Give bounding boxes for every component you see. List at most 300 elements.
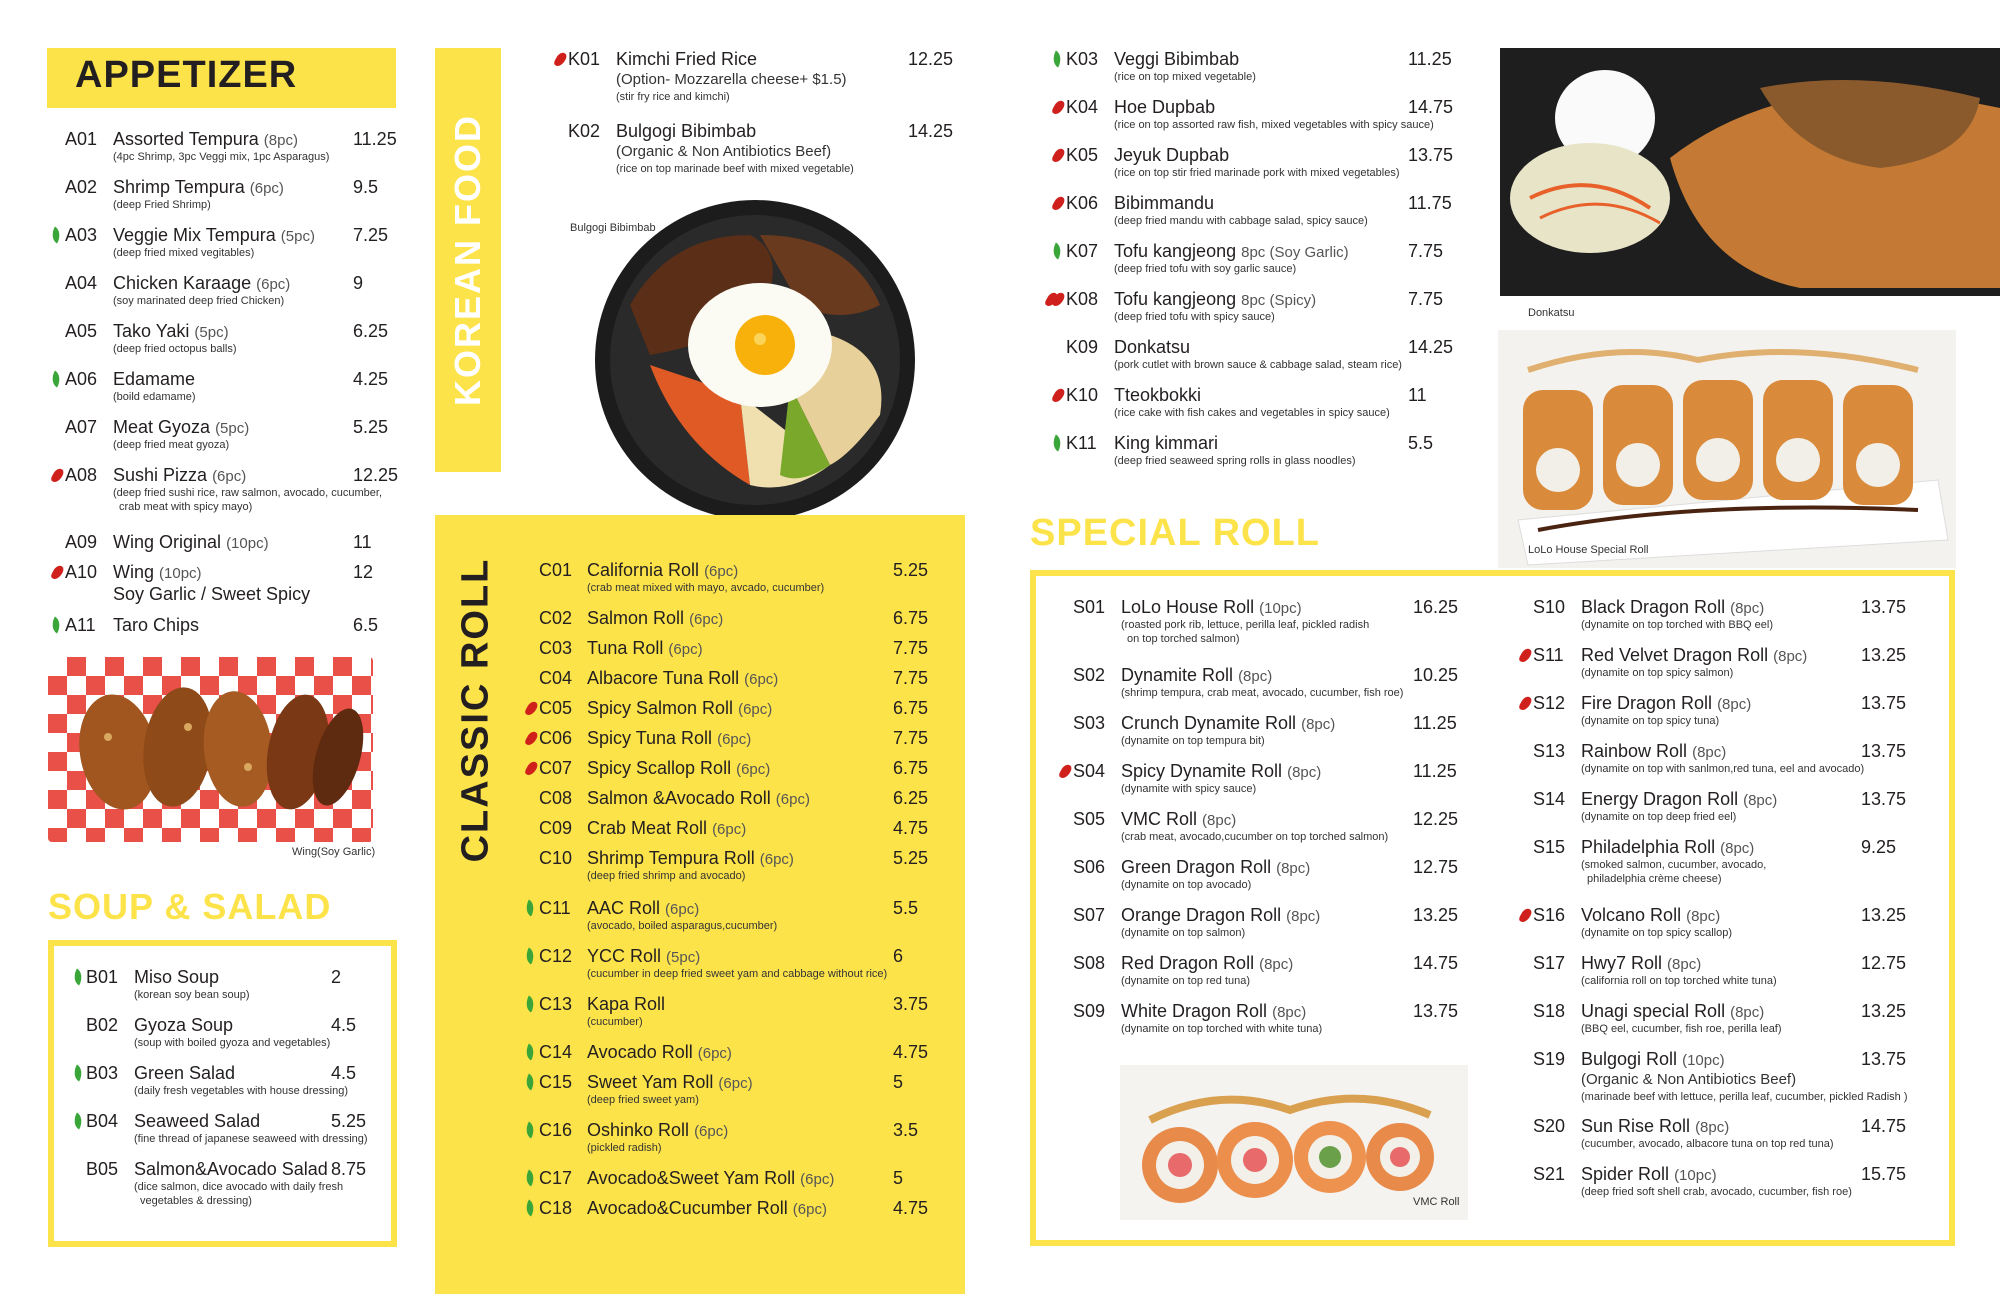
item-portion: (5pc): [194, 324, 229, 341]
item-description: (deep fried octopus balls): [113, 343, 237, 355]
item-portion: (6pc): [249, 180, 284, 197]
item-code: A08: [65, 465, 98, 485]
special-roll-item: [1533, 1164, 1921, 1198]
item-price: 12.25: [353, 465, 399, 485]
item-code: K06: [1066, 193, 1099, 213]
item-name: [113, 369, 195, 390]
item-name-text: Hoe Dupbab: [1114, 97, 1216, 117]
item-portion: (6pc): [759, 851, 794, 868]
item-code: C13: [539, 994, 573, 1014]
item-price: 6.75: [893, 608, 929, 628]
special-roll-item: [1073, 905, 1473, 939]
item-code: C18: [539, 1198, 573, 1218]
classic-roll-item: [539, 668, 953, 698]
item-name-text: Avocado&Cucumber Roll: [587, 1198, 788, 1218]
item-code: A11: [65, 615, 96, 635]
spicy-chili-icon: [1048, 193, 1068, 213]
item-price: 15.75: [1861, 1164, 1907, 1184]
item-code: A05: [65, 321, 98, 341]
item-code: A01: [65, 129, 98, 149]
korean-food-heading: KOREAN FOOD: [447, 114, 488, 406]
item-description: (deep fried tofu with soy garlic sauce): [1114, 263, 1297, 275]
item-name-text: Veggie Mix Tempura: [113, 225, 276, 245]
item-description: (rice on top marinade beef with mixed vegetable): [616, 163, 854, 175]
item-portion: (6pc): [775, 791, 810, 808]
item-portion: (8pc): [1272, 1004, 1307, 1021]
leaf-shape: [522, 947, 537, 964]
wing-photo: [48, 657, 373, 842]
classic-roll-item: [539, 1168, 953, 1198]
chili-shape: [1518, 907, 1533, 924]
classic-roll-item: [539, 946, 953, 980]
item-flavors: Soy Garlic / Sweet Spicy: [113, 584, 311, 604]
korean-food-item: [1066, 241, 1468, 275]
special-roll-item: [1073, 665, 1473, 699]
item-portion: (6pc): [212, 468, 247, 485]
item-code: S12: [1533, 693, 1566, 713]
spicy-chili-icon: [1515, 645, 1535, 665]
item-code: C12: [539, 946, 573, 966]
item-code: S10: [1533, 597, 1566, 617]
item-name: [587, 1072, 753, 1093]
item-name: [1581, 693, 1751, 714]
leaf-shape: [522, 1169, 537, 1186]
korean-food-item: [568, 121, 968, 175]
item-description: (BBQ eel, cucumber, fish roe, perilla leaf): [1581, 1023, 1782, 1035]
vegetarian-leaf-icon: [47, 369, 67, 389]
special-roll-item: [1073, 857, 1473, 891]
leaf-shape: [70, 1112, 85, 1129]
item-price: 5.25: [893, 560, 929, 580]
item-name-text: Tofu kangjeong: [1114, 289, 1237, 309]
item-description: (crab meat, avocado,cucumber on top torched salmon): [1121, 831, 1389, 843]
leaf-shape: [522, 899, 537, 916]
item-price: 13.75: [1861, 1049, 1907, 1069]
item-name: [616, 121, 756, 142]
special-roll-item: [1533, 837, 1921, 885]
item-name-text: Salmon&Avocado Salad: [134, 1159, 328, 1179]
item-portion: (8pc): [1692, 744, 1727, 761]
item-description: (deep fried sushi rice, raw salmon, avocado, cucumber,: [113, 487, 383, 499]
item-code: C01: [539, 560, 573, 580]
item-name: [1581, 1164, 1717, 1185]
item-description: (dynamite on top avocado): [1121, 879, 1252, 891]
item-portion: (8pc): [1276, 860, 1311, 877]
donkatsu-caption: Donkatsu: [1528, 307, 1575, 319]
extra-spicy-chili-icon: [1048, 289, 1068, 309]
item-price: 6.75: [893, 758, 929, 778]
leaf-shape: [1049, 242, 1064, 259]
item-description: (dice salmon, dice avocado with daily fresh: [134, 1181, 344, 1193]
item-name-text: Jeyuk Dupbab: [1114, 145, 1230, 165]
item-description-line2: vegetables & dressing): [140, 1195, 252, 1207]
korean-food-item: [1066, 97, 1468, 131]
special-roll-item: [1073, 713, 1473, 747]
item-description: (soy marinated deep fried Chicken): [113, 295, 285, 307]
item-name-text: Kimchi Fried Rice: [616, 49, 758, 69]
korean-food-item: [568, 49, 968, 103]
item-description-line2: crab meat with spicy mayo): [119, 501, 253, 513]
item-name-text: VMC Roll: [1121, 809, 1198, 829]
item-price: 13.25: [1861, 905, 1907, 925]
item-price: 6.25: [353, 321, 389, 341]
item-code: K03: [1066, 49, 1099, 69]
leaf-shape: [48, 370, 63, 387]
item-name: [1121, 761, 1321, 782]
item-price: 14.75: [1861, 1116, 1907, 1136]
item-description: (pork cutlet with brown sauce & cabbage salad, steam rice): [1114, 359, 1402, 371]
item-name: [1121, 1001, 1306, 1022]
vmc-roll-caption: VMC Roll: [1413, 1196, 1460, 1208]
chili-shape: [50, 564, 65, 581]
item-code: S14: [1533, 789, 1566, 809]
item-portion: (8pc): [1238, 668, 1273, 685]
item-name: [113, 129, 298, 150]
item-name: [113, 177, 284, 198]
item-name-text: Kapa Roll: [587, 994, 666, 1014]
item-name-text: Assorted Tempura: [113, 129, 259, 149]
classic-roll-item: [539, 1120, 953, 1154]
item-name: [1581, 789, 1777, 810]
item-name: [1114, 49, 1239, 70]
special-roll-item: [1533, 953, 1921, 987]
item-option-note: (Option- Mozzarella cheese+ $1.5): [616, 71, 847, 88]
vegetarian-leaf-icon: [521, 994, 541, 1014]
spicy-chili-icon: [1515, 905, 1535, 925]
soup-salad-item: [86, 1111, 391, 1145]
classic-roll-item: [539, 898, 953, 932]
item-portion: (6pc): [800, 1171, 835, 1188]
classic-roll-item: [539, 560, 953, 594]
vegetarian-leaf-icon: [521, 1072, 541, 1092]
item-name: [587, 608, 723, 629]
item-price: 13.75: [1861, 597, 1907, 617]
item-code: A06: [65, 369, 98, 389]
item-name: [1581, 837, 1754, 858]
item-name: [587, 638, 703, 659]
leaf-shape: [522, 1121, 537, 1138]
item-option-note: (Organic & Non Antibiotics Beef): [616, 143, 832, 160]
item-name: [1114, 97, 1215, 118]
item-description: (dynamite on top spicy tuna): [1581, 715, 1720, 727]
item-code: K10: [1066, 385, 1099, 405]
classic-roll-item: [539, 848, 953, 882]
vegetarian-leaf-icon: [521, 946, 541, 966]
item-name-text: Avocado Roll: [587, 1042, 693, 1062]
item-price: 14.75: [1408, 97, 1454, 117]
item-name: [587, 848, 794, 869]
item-description: (deep fried sweet yam): [587, 1094, 699, 1106]
item-portion: (10pc): [226, 535, 269, 552]
item-price: 5.5: [893, 898, 919, 918]
item-portion: (6pc): [256, 276, 291, 293]
wing-illustration: [48, 657, 373, 842]
item-description: (korean soy bean soup): [134, 989, 250, 1001]
leaf-shape: [522, 995, 537, 1012]
item-name-text: King kimmari: [1114, 433, 1219, 453]
item-code: K01: [568, 49, 601, 69]
wing-caption: Wing(Soy Garlic): [292, 846, 376, 858]
special-roll-item: [1073, 809, 1473, 843]
item-portion: (8pc): [1773, 648, 1808, 665]
soup-salad-item: [86, 967, 391, 1001]
item-name-text: Tuna Roll: [587, 638, 664, 658]
lolo-house-photo: [1498, 330, 1956, 568]
soup-salad-item: [86, 1159, 391, 1207]
item-description: (deep fried tofu with spicy sauce): [1114, 311, 1275, 323]
item-code: B02: [86, 1015, 119, 1035]
vegetarian-leaf-icon: [1048, 49, 1068, 69]
item-name-text: Spicy Salmon Roll: [587, 698, 734, 718]
vegetarian-leaf-icon: [521, 1198, 541, 1218]
special-roll-heading: SPECIAL ROLL: [1030, 512, 1320, 554]
item-name: [113, 615, 199, 636]
item-portion: (6pc): [736, 761, 771, 778]
item-price: 11.25: [353, 129, 397, 149]
item-description: (deep fried shrimp and avocado): [587, 870, 746, 882]
item-name: [587, 728, 751, 749]
item-name: [1114, 385, 1201, 406]
spicy-chili-icon: [1515, 693, 1535, 713]
appetizer-item: [65, 273, 413, 307]
special-roll-item: [1073, 1001, 1473, 1035]
item-name: [113, 321, 229, 342]
korean-food-item: [1066, 385, 1468, 419]
item-description: (deep fried seaweed spring rolls in glass noodles): [1114, 455, 1356, 467]
item-price: 11: [1408, 385, 1427, 405]
item-name: [113, 465, 246, 486]
classic-roll-item: [539, 818, 953, 848]
vegetarian-leaf-icon: [47, 225, 67, 245]
spicy-chili-icon: [521, 728, 541, 748]
chili-shape: [1051, 99, 1066, 116]
item-name: [113, 225, 315, 246]
item-name-text: Green Salad: [134, 1063, 236, 1083]
item-description: (dynamite on top with sanlmon,red tuna, eel and avocado): [1581, 763, 1865, 775]
item-code: S11: [1533, 645, 1564, 665]
item-portion: (6pc): [744, 671, 779, 688]
item-name: [1121, 857, 1310, 878]
item-description: (california roll on top torched white tuna): [1581, 975, 1777, 987]
item-name: [1581, 1049, 1725, 1070]
item-description: (fine thread of japanese seaweed with dressing): [134, 1133, 368, 1145]
item-name: [1581, 953, 1701, 974]
item-price: 12.25: [1413, 809, 1459, 829]
item-name-text: Salmon &Avocado Roll: [587, 788, 771, 808]
item-name: [113, 562, 202, 583]
item-description-line2: philadelphia crème cheese): [1587, 873, 1722, 885]
item-description: (deep Fried Shrimp): [113, 199, 211, 211]
item-description: (dynamite on top salmon): [1121, 927, 1246, 939]
item-name-text: Wing Original: [113, 532, 222, 552]
item-code: S01: [1073, 597, 1106, 617]
item-name: [1581, 1116, 1729, 1137]
item-code: K09: [1066, 337, 1099, 357]
item-name-text: AAC Roll: [587, 898, 661, 918]
item-price: 11.25: [1413, 761, 1457, 781]
item-name-text: Shrimp Tempura Roll: [587, 848, 755, 868]
item-name-text: Shrimp Tempura: [113, 177, 245, 197]
item-price: 12.25: [908, 49, 954, 69]
item-price: 13.25: [1861, 645, 1907, 665]
classic-roll-item: [539, 698, 953, 728]
item-description: (dynamite on top torched with BBQ eel): [1581, 619, 1773, 631]
appetizer-item: [65, 177, 413, 211]
item-price: 13.25: [1413, 905, 1459, 925]
item-name-text: Tofu kangjeong: [1114, 241, 1237, 261]
item-code: K05: [1066, 145, 1099, 165]
korean-food-item: [1066, 337, 1468, 371]
item-code: C03: [539, 638, 573, 658]
item-price: 4.75: [893, 1042, 929, 1062]
item-code: S08: [1073, 953, 1106, 973]
item-description: (dynamite on top spicy salmon): [1581, 667, 1734, 679]
item-code: C11: [539, 898, 571, 918]
item-portion: (10pc): [1674, 1167, 1717, 1184]
item-description: (crab meat mixed with mayo, avcado, cucumber): [587, 582, 825, 594]
chili-shape: [1051, 195, 1066, 212]
item-price: 12: [353, 562, 374, 582]
item-name: [587, 1042, 732, 1063]
item-price: 10.25: [1413, 665, 1459, 685]
item-name-text: Black Dragon Roll: [1581, 597, 1726, 617]
item-option-note: (Organic & Non Antibiotics Beef): [1581, 1071, 1797, 1088]
item-name: [134, 1015, 233, 1036]
item-description-line2: on top torched salmon): [1127, 633, 1240, 645]
item-code: C05: [539, 698, 573, 718]
item-name: [587, 994, 665, 1015]
item-code: S06: [1073, 857, 1106, 877]
classic-roll-item: [539, 638, 953, 668]
donkatsu-photo: [1500, 48, 2000, 296]
item-code: S04: [1073, 761, 1106, 781]
item-name: [587, 818, 746, 839]
item-portion: (6pc): [665, 901, 700, 918]
item-portion: (10pc): [1682, 1052, 1725, 1069]
special-roll-item: [1533, 741, 1921, 775]
item-price: 7.75: [893, 728, 929, 748]
item-portion: (10pc): [1259, 600, 1302, 617]
item-description: (dynamite on top tempura bit): [1121, 735, 1265, 747]
soup-salad-item: [86, 1063, 391, 1097]
item-portion: (8pc): [1286, 908, 1321, 925]
special-roll-item: [1533, 1049, 1921, 1103]
special-roll-item: [1533, 789, 1921, 823]
leaf-shape: [1049, 434, 1064, 451]
item-portion: (6pc): [717, 731, 752, 748]
appetizer-item: [65, 369, 413, 403]
item-price: 7.75: [1408, 241, 1444, 261]
item-description: (deep fried mixed vegitables): [113, 247, 255, 259]
appetizer-heading: APPETIZER: [75, 54, 298, 96]
leaf-shape: [48, 226, 63, 243]
special-roll-item: [1533, 1116, 1921, 1150]
classic-roll-item: [539, 1198, 953, 1228]
item-portion: (8pc): [1686, 908, 1721, 925]
vegetarian-leaf-icon: [1048, 241, 1068, 261]
item-description: (cucumber): [587, 1016, 643, 1028]
leaf-shape: [48, 616, 63, 633]
item-portion: (6pc): [694, 1123, 729, 1140]
special-roll-item: [1073, 761, 1473, 795]
vegetarian-leaf-icon: [521, 1120, 541, 1140]
item-price: 2: [331, 967, 342, 987]
item-price: 5: [893, 1168, 904, 1188]
item-portion: (6pc): [718, 1075, 753, 1092]
chili-shape: [524, 730, 539, 747]
item-name-text: Crab Meat Roll: [587, 818, 708, 838]
classic-roll-item: [539, 608, 953, 638]
appetizer-item: [65, 615, 413, 645]
item-name: [113, 532, 269, 553]
item-code: C07: [539, 758, 573, 778]
item-name-text: Fire Dragon Roll: [1581, 693, 1713, 713]
item-price: 9.5: [353, 177, 379, 197]
item-name-text: Red Velvet Dragon Roll: [1581, 645, 1769, 665]
item-price: 5.25: [331, 1111, 367, 1131]
item-name: [1114, 145, 1229, 166]
item-price: 14.25: [908, 121, 954, 141]
item-code: S18: [1533, 1001, 1566, 1021]
item-price: 13.75: [1861, 789, 1907, 809]
item-description: (rice cake with fish cakes and vegetables in spicy sauce): [1114, 407, 1390, 419]
vegetarian-leaf-icon: [47, 615, 67, 635]
soup-salad-heading: SOUP & SALAD: [48, 886, 332, 927]
item-code: K02: [568, 121, 601, 141]
item-name: [587, 1168, 834, 1189]
item-portion: 8pc (Soy Garlic): [1241, 244, 1349, 261]
item-price: 5: [893, 1072, 904, 1092]
item-code: C14: [539, 1042, 573, 1062]
item-name-text: Avocado&Sweet Yam Roll: [587, 1168, 796, 1188]
item-description: (dynamite on top torched with white tuna): [1121, 1023, 1323, 1035]
item-code: K08: [1066, 289, 1099, 309]
item-name: [1121, 905, 1320, 926]
chili-shape: [524, 760, 539, 777]
item-portion: (6pc): [689, 611, 724, 628]
item-portion: (8pc): [1695, 1119, 1730, 1136]
item-name: [1581, 741, 1726, 762]
lolo-house-caption: LoLo House Special Roll: [1528, 544, 1649, 556]
item-portion: (8pc): [1287, 764, 1322, 781]
item-name-text: Miso Soup: [134, 967, 220, 987]
chili-shape: [1051, 147, 1066, 164]
item-name-text: Donkatsu: [1114, 337, 1191, 357]
item-code: S15: [1533, 837, 1566, 857]
item-price: 5.25: [353, 417, 389, 437]
item-code: C16: [539, 1120, 573, 1140]
item-name-text: Green Dragon Roll: [1121, 857, 1272, 877]
item-price: 13.75: [1861, 741, 1907, 761]
item-portion: (6pc): [697, 1045, 732, 1062]
item-price: 9.25: [1861, 837, 1897, 857]
spicy-chili-icon: [521, 758, 541, 778]
korean-food-item: [1066, 289, 1468, 323]
item-price: 13.75: [1413, 1001, 1459, 1021]
item-price: 4.25: [353, 369, 389, 389]
item-description: (cucumber in deep fried sweet yam and cabbage without rice): [587, 968, 888, 980]
classic-roll-heading: CLASSIC ROLL: [454, 557, 497, 863]
appetizer-item: [65, 417, 413, 451]
item-name: [1581, 1001, 1764, 1022]
item-price: 12.75: [1861, 953, 1907, 973]
item-code: C09: [539, 818, 573, 838]
special-roll-item: [1533, 905, 1921, 939]
item-portion: (6pc): [704, 563, 739, 580]
item-description: (dynamite on top red tuna): [1121, 975, 1251, 987]
korean-food-item: [1066, 145, 1468, 179]
item-price: 14.25: [1408, 337, 1454, 357]
